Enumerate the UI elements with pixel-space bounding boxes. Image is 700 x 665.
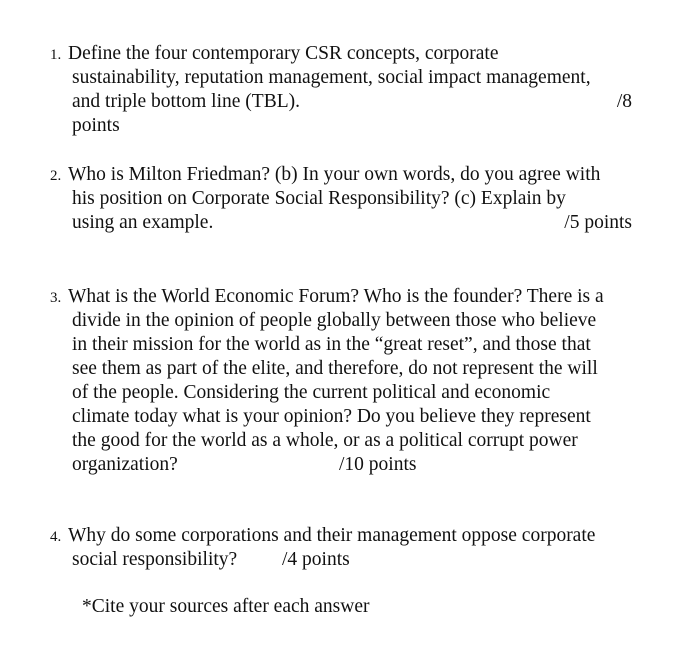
points-marker: /10 points (339, 454, 417, 475)
question-text: Why do some corporations and their management oppose corporate (68, 525, 596, 546)
points-marker: /8 (616, 91, 632, 112)
question-line (50, 405, 650, 429)
question-text: see them as part of the elite, and therefore, do not represent the will (72, 358, 598, 379)
question-text: using an example. (72, 212, 214, 233)
question-line (50, 90, 650, 114)
question-line (50, 211, 650, 235)
question-text: his position on Corporate Social Responsibility? (c) Explain by (72, 188, 566, 209)
question-text: and triple bottom line (TBL). (72, 91, 300, 112)
question-text: the good for the world as a whole, or as a political corrupt power (72, 430, 578, 451)
question-2 (50, 163, 650, 235)
question-3 (50, 285, 650, 477)
question-line (50, 429, 650, 453)
question-line (50, 309, 650, 333)
question-text: Define the four contemporary CSR concepts, corporate (68, 43, 499, 64)
question-line (50, 524, 650, 548)
question-line (50, 163, 650, 187)
question-line (50, 66, 650, 90)
question-line (50, 187, 650, 211)
question-line (50, 42, 650, 66)
question-text: social responsibility? (72, 549, 238, 570)
question-text: What is the World Economic Forum? Who is the founder? There is a (68, 286, 604, 307)
points-marker: /4 points (282, 549, 350, 570)
question-number: 3. (50, 290, 62, 306)
question-text: in their mission for the world as in the “great reset”, and those that (72, 334, 591, 355)
question-number: 2. (50, 168, 62, 184)
question-1 (50, 42, 650, 138)
points-marker: /5 points (564, 212, 632, 233)
question-number: 1. (50, 47, 62, 63)
question-text: climate today what is your opinion? Do you believe they represent (72, 406, 591, 427)
question-text: of the people. Considering the current political and economic (72, 382, 551, 403)
question-number: 4. (50, 529, 62, 545)
question-line (50, 357, 650, 381)
question-text: divide in the opinion of people globally between those who believe (72, 310, 597, 331)
question-line (50, 285, 650, 309)
question-line (50, 548, 650, 572)
question-line (50, 381, 650, 405)
question-line (50, 333, 650, 357)
question-line (50, 453, 650, 477)
question-text: sustainability, reputation management, social impact management, (72, 67, 591, 88)
question-text: Who is Milton Friedman? (b) In your own words, do you agree with (68, 164, 601, 185)
question-text: points (72, 115, 120, 136)
question-text: organization? (72, 454, 178, 475)
citation-note: *Cite your sources after each answer (82, 596, 370, 617)
question-line (50, 114, 650, 138)
question-4 (50, 524, 650, 572)
